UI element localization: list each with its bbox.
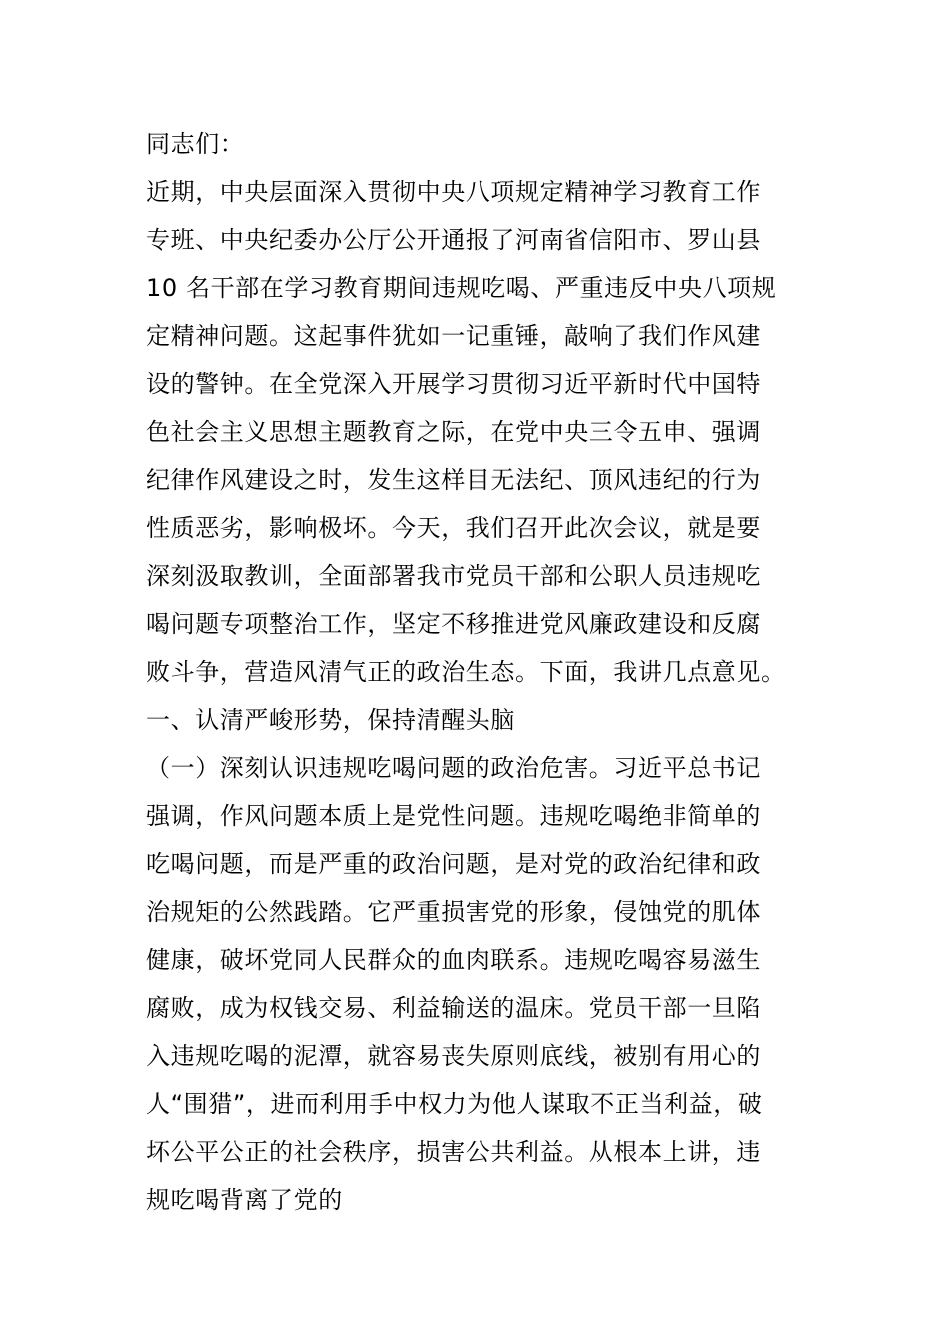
text-line-15: 吃喝问题，而是严重的政治问题，是对党的政治纪律和政	[146, 850, 761, 878]
text-line-4: 定精神问题。这起事件犹如一记重锤，敲响了我们作风建	[146, 322, 761, 350]
text-line-10: 喝问题专项整治工作，坚定不移推进党风廉政建设和反腐	[146, 610, 761, 638]
text-line-19: 入违规吃喝的泥潭，就容易丧失原则底线，被别有用心的	[146, 1042, 761, 1070]
text-line-3: 10 名干部在学习教育期间违规吃喝、严重违反中央八项规	[146, 274, 777, 302]
text-line-5: 设的警钟。在全党深入开展学习贯彻习近平新时代中国特	[146, 370, 761, 398]
subsection-heading-line: （一）深刻认识违规吃喝问题的政治危害。习近平总书记	[146, 754, 761, 782]
text-line-7: 纪律作风建设之时，发生这样目无法纪、顶风违纪的行为	[146, 466, 761, 494]
text-line-8: 性质恶劣，影响极坏。今天，我们召开此次会议，就是要	[146, 514, 761, 542]
salutation: 同志们：	[146, 130, 245, 158]
text-line-14: 强调，作风问题本质上是党性问题。违规吃喝绝非简单的	[146, 802, 761, 830]
text-line-11: 败斗争，营造风清气正的政治生态。下面，我讲几点意见。	[146, 658, 786, 686]
text-line-6: 色社会主义思想主题教育之际，在党中央三令五申、强调	[146, 418, 761, 446]
text-line-17: 健康，破坏党同人民群众的血肉联系。违规吃喝容易滋生	[146, 946, 761, 974]
text-line-16: 治规矩的公然践踏。它严重损害党的形象，侵蚀党的肌体	[146, 898, 761, 926]
text-line-9: 深刻汲取教训，全面部署我市党员干部和公职人员违规吃	[146, 562, 761, 590]
text-line-1: 近期，中央层面深入贯彻中央八项规定精神学习教育工作	[146, 178, 761, 206]
text-line-18: 腐败，成为权钱交易、利益输送的温床。党员干部一旦陷	[146, 994, 761, 1022]
text-line-2: 专班、中央纪委办公厅公开通报了河南省信阳市、罗山县	[146, 226, 761, 254]
text-line-21: 坏公平公正的社会秩序，损害公共利益。从根本上讲，违	[146, 1138, 761, 1166]
text-line-22: 规吃喝背离了党的	[146, 1186, 343, 1214]
text-line-20: 人“围猎”，进而利用手中权力为他人谋取不正当利益，破	[146, 1090, 763, 1118]
section-heading: 一、认清严峻形势，保持清醒头脑	[146, 706, 515, 734]
